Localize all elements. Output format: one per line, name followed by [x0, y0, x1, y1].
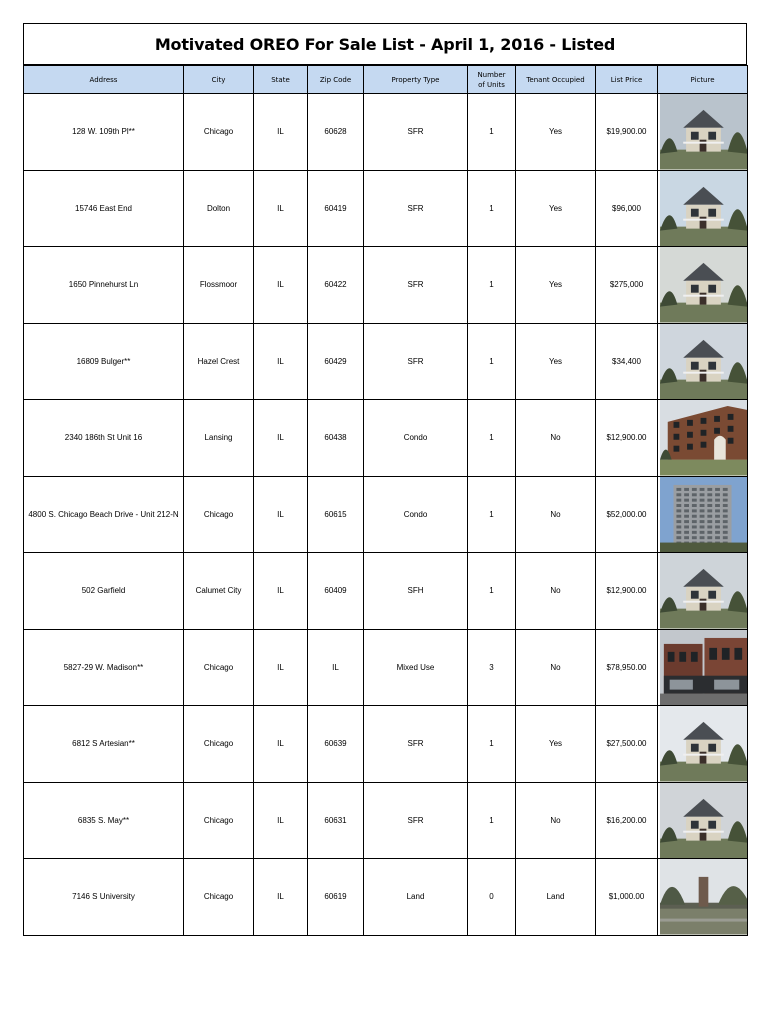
property-type-cell: SFR	[364, 247, 468, 324]
house-photo	[660, 553, 747, 629]
picture-cell	[658, 94, 748, 171]
state-cell: IL	[254, 782, 308, 859]
address-cell: 2340 186th St Unit 16	[24, 400, 184, 477]
zip-cell: 60628	[308, 94, 364, 171]
vacant-lot-photo	[660, 859, 747, 935]
city-cell: Chicago	[184, 629, 254, 706]
column-header-address: Address	[24, 66, 184, 94]
price-cell: $12,900.00	[596, 400, 658, 477]
address-cell: 16809 Bulger**	[24, 323, 184, 400]
address-cell: 128 W. 109th Pl**	[24, 94, 184, 171]
tenant-cell: No	[516, 476, 596, 553]
table-row	[24, 782, 748, 859]
property-type-cell: SFR	[364, 782, 468, 859]
tenant-cell: Yes	[516, 323, 596, 400]
price-cell: $16,200.00	[596, 782, 658, 859]
city-cell: Flossmoor	[184, 247, 254, 324]
tenant-cell: No	[516, 553, 596, 630]
units-cell: 3	[468, 629, 516, 706]
property-type-cell: SFR	[364, 706, 468, 783]
column-header-state: State	[254, 66, 308, 94]
city-cell: Chicago	[184, 782, 254, 859]
condo-building-photo	[660, 400, 747, 476]
listing-sheet	[23, 23, 747, 936]
property-type-cell: Condo	[364, 476, 468, 553]
property-type-cell: Condo	[364, 400, 468, 477]
units-cell: 1	[468, 247, 516, 324]
title-box	[23, 23, 747, 65]
address-cell: 1650 Pinnehurst Ln	[24, 247, 184, 324]
house-photo	[660, 94, 747, 170]
zip-cell: 60615	[308, 476, 364, 553]
price-cell: $96,000	[596, 170, 658, 247]
picture-cell	[658, 553, 748, 630]
table-row	[24, 247, 748, 324]
units-cell: 1	[468, 706, 516, 783]
price-cell: $12,900.00	[596, 553, 658, 630]
property-type-cell: SFR	[364, 323, 468, 400]
zip-cell: IL	[308, 629, 364, 706]
city-cell: Calumet City	[184, 553, 254, 630]
state-cell: IL	[254, 859, 308, 936]
price-cell: $19,900.00	[596, 94, 658, 171]
units-cell: 1	[468, 476, 516, 553]
city-cell: Chicago	[184, 859, 254, 936]
state-cell: IL	[254, 170, 308, 247]
property-type-cell: Mixed Use	[364, 629, 468, 706]
property-type-cell: SFR	[364, 94, 468, 171]
picture-cell	[658, 476, 748, 553]
table-row	[24, 94, 748, 171]
table-row	[24, 629, 748, 706]
table-row	[24, 170, 748, 247]
table-row	[24, 553, 748, 630]
column-header-tenant: Tenant Occupied	[516, 66, 596, 94]
tenant-cell: Yes	[516, 170, 596, 247]
house-photo	[660, 171, 747, 247]
units-cell: 1	[468, 94, 516, 171]
house-photo	[660, 247, 747, 323]
price-cell: $52,000.00	[596, 476, 658, 553]
price-cell: $275,000	[596, 247, 658, 324]
tenant-cell: No	[516, 629, 596, 706]
tenant-cell: Yes	[516, 247, 596, 324]
state-cell: IL	[254, 247, 308, 324]
city-cell: Hazel Crest	[184, 323, 254, 400]
price-cell: $1,000.00	[596, 859, 658, 936]
city-cell: Chicago	[184, 94, 254, 171]
zip-cell: 60429	[308, 323, 364, 400]
column-header-city: City	[184, 66, 254, 94]
zip-cell: 60422	[308, 247, 364, 324]
table-row	[24, 323, 748, 400]
page-title: Motivated OREO For Sale List - April 1, 2016 - Listed	[154, 34, 616, 54]
high-rise-photo	[660, 477, 747, 553]
address-cell: 15746 East End	[24, 170, 184, 247]
city-cell: Chicago	[184, 476, 254, 553]
property-type-cell: Land	[364, 859, 468, 936]
state-cell: IL	[254, 629, 308, 706]
zip-cell: 60419	[308, 170, 364, 247]
state-cell: IL	[254, 400, 308, 477]
zip-cell: 60631	[308, 782, 364, 859]
price-cell: $34,400	[596, 323, 658, 400]
picture-cell	[658, 629, 748, 706]
header-row	[24, 66, 748, 94]
picture-cell	[658, 706, 748, 783]
column-header-units: Number of Units	[468, 66, 516, 94]
zip-cell: 60639	[308, 706, 364, 783]
city-cell: Dolton	[184, 170, 254, 247]
units-cell: 1	[468, 323, 516, 400]
units-cell: 1	[468, 400, 516, 477]
zip-cell: 60409	[308, 553, 364, 630]
property-type-cell: SFH	[364, 553, 468, 630]
table-row	[24, 706, 748, 783]
table-row	[24, 859, 748, 936]
column-header-price: List Price	[596, 66, 658, 94]
tenant-cell: Yes	[516, 94, 596, 171]
picture-cell	[658, 400, 748, 477]
city-cell: Lansing	[184, 400, 254, 477]
table-row	[24, 476, 748, 553]
units-cell: 1	[468, 170, 516, 247]
address-cell: 7146 S University	[24, 859, 184, 936]
units-cell: 1	[468, 782, 516, 859]
tenant-cell: Land	[516, 859, 596, 936]
property-type-cell: SFR	[364, 170, 468, 247]
address-cell: 5827-29 W. Madison**	[24, 629, 184, 706]
units-cell: 1	[468, 553, 516, 630]
state-cell: IL	[254, 706, 308, 783]
address-cell: 6835 S. May**	[24, 782, 184, 859]
zip-cell: 60438	[308, 400, 364, 477]
picture-cell	[658, 323, 748, 400]
state-cell: IL	[254, 323, 308, 400]
house-photo	[660, 783, 747, 859]
picture-cell	[658, 247, 748, 324]
zip-cell: 60619	[308, 859, 364, 936]
address-cell: 502 Garfield	[24, 553, 184, 630]
price-cell: $78,950.00	[596, 629, 658, 706]
picture-cell	[658, 782, 748, 859]
column-header-picture: Picture	[658, 66, 748, 94]
picture-cell	[658, 170, 748, 247]
house-photo	[660, 706, 747, 782]
tenant-cell: No	[516, 400, 596, 477]
storefront-photo	[660, 630, 747, 706]
state-cell: IL	[254, 94, 308, 171]
tenant-cell: No	[516, 782, 596, 859]
listing-table	[23, 65, 748, 936]
address-cell: 6812 S Artesian**	[24, 706, 184, 783]
price-cell: $27,500.00	[596, 706, 658, 783]
units-cell: 0	[468, 859, 516, 936]
state-cell: IL	[254, 476, 308, 553]
state-cell: IL	[254, 553, 308, 630]
address-cell: 4800 S. Chicago Beach Drive - Unit 212-N	[24, 476, 184, 553]
city-cell: Chicago	[184, 706, 254, 783]
column-header-property-type: Property Type	[364, 66, 468, 94]
column-header-zip: Zip Code	[308, 66, 364, 94]
tenant-cell: Yes	[516, 706, 596, 783]
table-row	[24, 400, 748, 477]
house-photo	[660, 324, 747, 400]
picture-cell	[658, 859, 748, 936]
